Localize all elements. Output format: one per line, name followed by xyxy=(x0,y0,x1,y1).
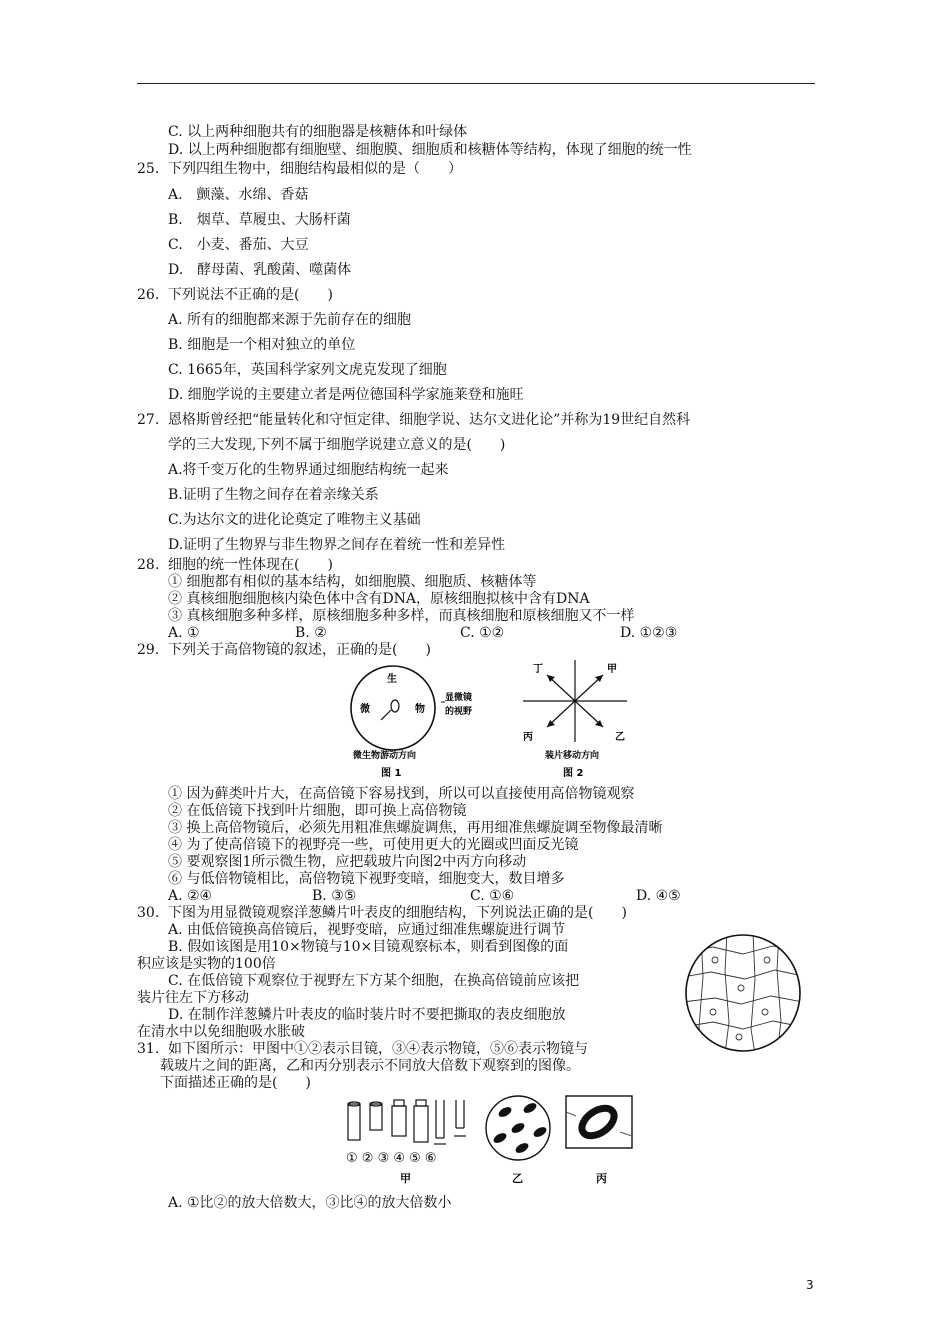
q30-stem: 下图为用显微镜观察洋葱鳞片叶表皮的细胞结构，下列说法正确的是( ) xyxy=(168,905,627,921)
fig-bing-box xyxy=(566,1096,632,1148)
fig1-caption: 微生物游动方向 xyxy=(353,751,417,761)
fig-bing-label: 丙 xyxy=(596,1172,607,1185)
q28-option-c: C. ①② xyxy=(460,625,505,641)
q31-option-a: A. ①比②的放大倍数大，③比④的放大倍数小 xyxy=(168,1195,452,1211)
q25-option-b: B. 烟草、草履虫、大肠杆菌 xyxy=(168,212,351,228)
q30-option-d-line2: 在清水中以免细胞吸水胀破 xyxy=(137,1024,305,1040)
q27-number: 27. xyxy=(137,412,160,428)
q29-item-6: ⑥ 与低倍物镜相比，高倍物镜下视野变暗，细胞变大，数目增多 xyxy=(168,871,565,887)
fig-yi-label: 乙 xyxy=(512,1172,523,1185)
figure-1-microscope-field xyxy=(351,666,473,779)
q28-item-1: ① 细胞都有相似的基本结构，如细胞膜、细胞质、核糖体等 xyxy=(168,574,537,590)
q30-option-c-line1: C. 在低倍镜下观察位于视野左下方某个细胞，在换高倍镜前应该把 xyxy=(168,973,580,989)
q29-option-b: B. ③⑤ xyxy=(312,888,357,904)
q28-number: 28. xyxy=(137,557,160,573)
q29-option-c: C. ①⑥ xyxy=(470,888,515,904)
q30-option-a: A. 由低倍镜换高倍镜后，视野变暗，应通过细准焦螺旋进行调节 xyxy=(168,922,566,938)
q31-stem-line2: 载玻片之间的距离，乙和丙分别表示不同放大倍数下观察到的图像。 xyxy=(160,1058,580,1074)
q28-item-3: ③ 真核细胞多种多样，原核细胞多种多样，而真核细胞和原核细胞又不一样 xyxy=(168,608,635,624)
fig2-label: 图 2 xyxy=(563,768,584,779)
q29-item-4: ④ 为了使高倍镜下的视野亮一些，可使用更大的光圈或凹面反光镜 xyxy=(168,837,579,853)
fig1-char-right: 物 xyxy=(415,704,425,715)
fig2-label-yi: 乙 xyxy=(615,732,625,743)
microbe-shape xyxy=(391,700,399,712)
q28-option-d: D. ①②③ xyxy=(620,625,678,641)
fig-jia-label: 甲 xyxy=(400,1172,411,1185)
q25-option-a: A. 颤藻、水绵、香菇 xyxy=(168,187,309,203)
q26-option-c: C. 1665年，英国科学家列文虎克发现了细胞 xyxy=(168,362,447,378)
fig1-char-left: 微 xyxy=(360,704,370,715)
header-rule xyxy=(137,83,815,84)
q31-stem-line3: 下面描述正确的是( ) xyxy=(160,1075,311,1091)
fig2-label-jia: 甲 xyxy=(607,664,617,675)
fig1-side-label-1: 显微镜 xyxy=(445,693,473,703)
q29-figures xyxy=(345,660,655,785)
q25-option-c: C. 小麦、番茄、大豆 xyxy=(168,237,309,253)
figure-2-slide-directions xyxy=(523,660,627,779)
q25-number: 25. xyxy=(137,161,160,177)
q28-option-b: B. ② xyxy=(295,625,327,641)
q25-option-d: D. 酵母菌、乳酸菌、噬菌体 xyxy=(168,262,352,278)
q29-item-2: ② 在低倍镜下找到叶片细胞，即可换上高倍物镜 xyxy=(168,803,467,819)
q28-item-2: ② 真核细胞细胞核内染色体中含有DNA，原核细胞拟核中含有DNA xyxy=(168,591,590,607)
fig2-label-ding: 丁 xyxy=(533,664,543,675)
microbe-direction-arrow xyxy=(381,710,391,720)
q29-item-1: ① 因为藓类叶片大，在高倍镜下容易找到，所以可以直接使用高倍物镜观察 xyxy=(168,786,635,802)
q29-stem: 下列关于高倍物镜的叙述，正确的是( ) xyxy=(168,642,431,658)
onion-epidermis-figure xyxy=(683,932,803,1054)
q30-option-d-line1: D. 在制作洋葱鳞片叶表皮的临时装片时不要把撕取的表皮细胞放 xyxy=(168,1007,566,1023)
q31-number: 31. xyxy=(137,1041,160,1057)
fig2-caption: 装片移动方向 xyxy=(545,751,600,761)
q24-option-c: C. 以上两种细胞共有的细胞器是核糖体和叶绿体 xyxy=(168,124,468,140)
q28-option-a: A. ① xyxy=(168,625,200,641)
fig-yi-circle xyxy=(486,1096,550,1160)
q27-stem-line2: 学的三大发现,下列不属于细胞学说建立意义的是( ) xyxy=(168,437,506,453)
q26-option-b: B. 细胞是一个相对独立的单位 xyxy=(168,337,356,353)
fig2-label-bing: 丙 xyxy=(523,732,533,743)
q29-item-5: ⑤ 要观察图1所示微生物，应把载玻片向图2中丙方向移动 xyxy=(168,854,527,870)
q30-option-b-line2: 积应该是实物的100倍 xyxy=(137,956,276,972)
q26-option-d: D. 细胞学说的主要建立者是两位德国科学家施莱登和施旺 xyxy=(168,387,524,403)
q29-option-a: A. ②④ xyxy=(168,888,213,904)
q30-number: 30. xyxy=(137,905,160,921)
q27-option-a: A.将千变万化的生物界通过细胞结构统一起来 xyxy=(168,462,449,478)
fig1-side-label-2: 的视野 xyxy=(445,707,473,717)
q30-option-b-line1: B. 假如该图是用10×物镜与10×目镜观察标本，则看到图像的面 xyxy=(168,939,569,955)
q27-option-c: C.为达尔文的进化论奠定了唯物主义基础 xyxy=(168,512,421,528)
q31-figure xyxy=(340,1092,640,1186)
q31-stem-line1: 如下图所示：甲图中①②表示目镜，③④表示物镜，⑤⑥表示物镜与 xyxy=(168,1041,588,1057)
fig-jia-lenses xyxy=(348,1100,466,1144)
q29-item-3: ③ 换上高倍物镜后，必须先用粗准焦螺旋调焦，再用细准焦螺旋调至物像最清晰 xyxy=(168,820,663,836)
fig-jia-numbers: ① ② ③ ④ ⑤ ⑥ xyxy=(346,1151,437,1166)
page-number: 3 xyxy=(806,1278,814,1292)
q27-option-b: B.证明了生物之间存在着亲缘关系 xyxy=(168,487,379,503)
q28-stem: 细胞的统一性体现在( ) xyxy=(168,557,333,573)
q24-option-d: D. 以上两种细胞都有细胞壁、细胞膜、细胞质和核糖体等结构，体现了细胞的统一性 xyxy=(168,142,692,158)
q29-option-d: D. ④⑤ xyxy=(636,888,681,904)
q26-stem: 下列说法不正确的是( ) xyxy=(168,287,333,303)
q29-number: 29. xyxy=(137,642,160,658)
fig1-label: 图 1 xyxy=(381,768,402,779)
q27-stem-line1: 恩格斯曾经把“能量转化和守恒定律、细胞学说、达尔文进化论”并称为19世纪自然科 xyxy=(168,412,691,428)
q27-option-d: D.证明了生物界与非生物界之间存在着统一性和差异性 xyxy=(168,537,506,553)
q30-option-c-line2: 装片往左下方移动 xyxy=(137,990,249,1006)
q26-option-a: A. 所有的细胞都来源于先前存在的细胞 xyxy=(168,312,412,328)
fig1-char-top: 生 xyxy=(387,674,397,685)
q25-stem: 下列四组生物中，细胞结构最相似的是（ ） xyxy=(168,161,462,177)
q26-number: 26. xyxy=(137,287,160,303)
